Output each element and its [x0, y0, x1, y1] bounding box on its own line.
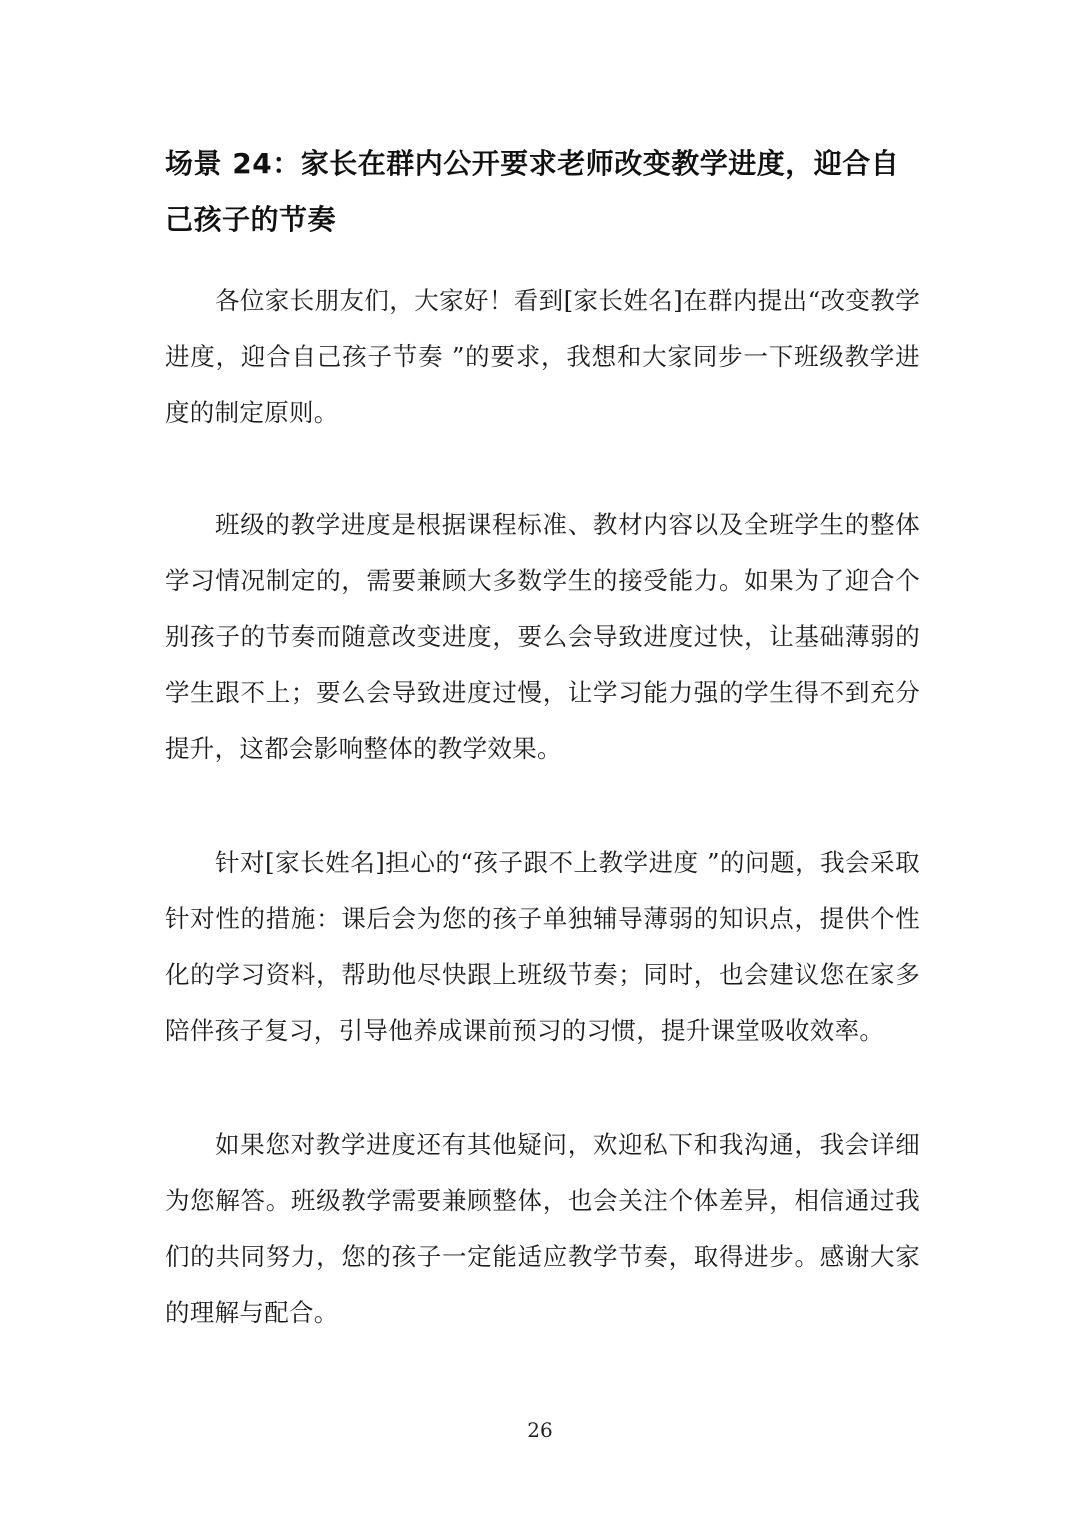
section-title: 场景 24：家长在群内公开要求老师改变教学进度，迎合自己孩子的节奏: [165, 147, 900, 236]
page-number: 26: [527, 1418, 553, 1442]
paragraph-greeting: 各位家长朋友们，大家好！看到[家长姓名]在群内提出“改变教学进度，迎合自己孩子节奏 ”的要求，我想和大家同步一下班级教学进度的制定原则。: [165, 286, 920, 427]
paragraph-closing: 如果您对教学进度还有其他疑问，欢迎私下和我沟通，我会详细为您解答。班级教学需要兼顾整体，也会关注个体差异，相信通过我们的共同努力，您的孩子一定能适应教学节奏，取得进步。感谢大家的理解与配合。: [165, 1130, 920, 1327]
paragraph-measures: 针对[家长姓名]担心的“孩子跟不上教学进度 ”的问题，我会采取针对性的措施：课后会为您的孩子单独辅导薄弱的知识点，提供个性化的学习资料，帮助他尽快跟上班级节奏；同时，也会建议您在家多陪伴孩子复习，引导他养成课前预习的习惯，提升课堂吸收效率。: [165, 848, 920, 1045]
paragraph-principle: 班级的教学进度是根据课程标准、教材内容以及全班学生的整体学习情况制定的，需要兼顾大多数学生的接受能力。如果为了迎合个别孩子的节奏而随意改变进度，要么会导致进度过快，让基础薄弱的学生跟不上；要么会导致进度过慢，让学习能力强的学生得不到充分提升，这都会影响整体的教学效果。: [165, 510, 920, 763]
